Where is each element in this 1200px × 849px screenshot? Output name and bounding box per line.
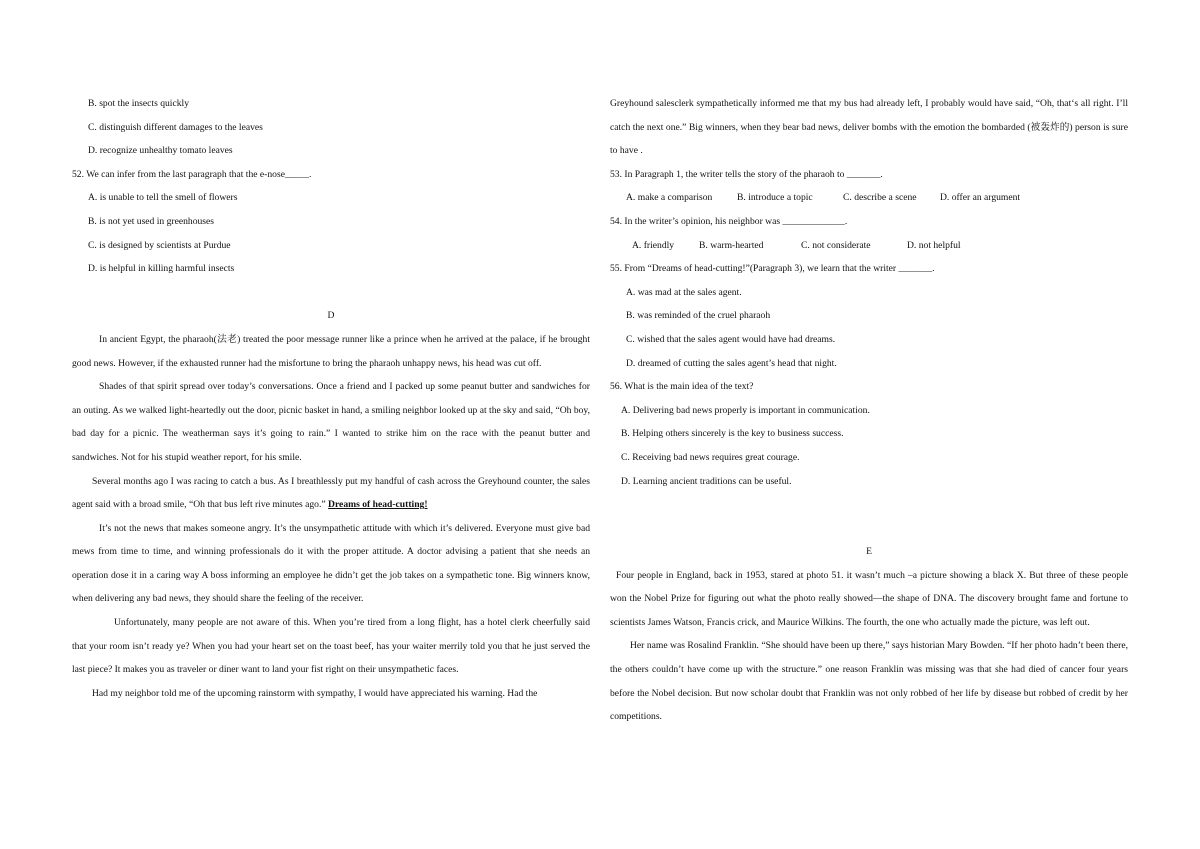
dreams-of-head-cutting-emphasis: Dreams of head-cutting! — [328, 499, 428, 511]
q55-stem: 55. From “Dreams of head-cutting!”(Paragraph 3), we learn that the writer _______. — [610, 263, 935, 275]
passage-d-paragraph-3 — [72, 470, 590, 517]
right-column — [610, 92, 1128, 729]
q52-option-a: A. is unable to tell the smell of flowers — [88, 192, 238, 204]
passage-e-paragraph-2: Her name was Rosalind Franklin. “She should have been up there,” says historian Mary Bowden. “If her photo hadn’t been there, the others couldn’t have come up with the structure.” one reason Franklin was missing was that she had died of cancer four years before the Nobel decision. But now scholar doubt that Franklin was not only robbed of her life by disease but robbed of credit by her competitions. — [610, 640, 1128, 723]
q56-option-a: A. Delivering bad news properly is important in communication. — [621, 404, 870, 416]
passage-d-paragraph-5: Unfortunately, many people are not aware of this. When you’re tired from a long flight, has a hotel clerk cheerfully said that your room isn’t ready ye? When you had your heart set on the toast beef, has your waiter merrily told you that he just served the last piece? It makes you as traveler or diner want to land your fist right on their unsympathetic faces. — [72, 617, 590, 676]
passage-d-paragraph-6-continued: Greyhound salesclerk sympathetically informed me that my bus had already left, I probably would have said, “Oh, that‘s all right. I’ll catch the next one.” Big winners, when they bear bad news, deliver bombs with the emotion the bombarded (被轰炸的) person is sure to have . — [610, 98, 1128, 157]
q51-option-d: D. recognize unhealthy tomato leaves — [88, 145, 233, 157]
q56-option-b: B. Helping others sincerely is the key to business success. — [621, 428, 844, 440]
q54-options — [610, 234, 1128, 258]
q52-option-d: D. is helpful in killing harmful insects — [88, 263, 235, 275]
q54-option-d: D. not helpful — [907, 239, 961, 251]
q53-option-b: B. introduce a topic — [737, 192, 813, 204]
passage-d-paragraph-4: It’s not the news that makes someone angry. It’s the unsympathetic attitude with which it’s delivered. Everyone must give bad mews from time to time, and winning professionals do it with the proper attitude. A doctor advising a patient that she needs an operation dose it in a caring way A boss informing an employee he didn’t get the job takes on a sympathetic tone. Big winners know, when delivering any bad news, they should share the feeling of the receiver. — [72, 522, 590, 605]
passage-e-paragraph-1: Four people in England, back in 1953, stared at photo 51. it wasn’t much –a picture showing a black X. But three of these people won the Nobel Prize for figuring out what the photo really showed—the shape of DNA. The discovery brought fame and fortune to scientists James Watson, Francis crick, and Maurice Wilkins. The fourth, the one who actually made the picture, was left out. — [610, 569, 1128, 628]
q51-option-c: C. distinguish different damages to the leaves — [88, 121, 263, 133]
section-e-title: E — [866, 546, 872, 558]
q55-option-b: B. was reminded of the cruel pharaoh — [626, 310, 771, 322]
q53-option-d: D. offer an argument — [940, 192, 1021, 204]
q54-option-c: C. not considerate — [801, 239, 871, 251]
q54-option-a: A. friendly — [632, 239, 675, 251]
q56-stem: 56. What is the main idea of the text? — [610, 381, 754, 393]
q55-option-a: A. was mad at the sales agent. — [626, 286, 742, 298]
q53-option-a: A. make a comparison — [626, 192, 713, 204]
q55-option-c: C. wished that the sales agent would have had dreams. — [626, 333, 836, 345]
q53-option-c: C. describe a scene — [843, 192, 917, 204]
paragraph-3-text: Several months ago I was racing to catch a bus. As I breathlessly put my handful of cash across the Greyhound counter, the sales agent said with a broad smile, “Oh that bus left rive minutes ago.” — [72, 475, 590, 511]
section-d-title: D — [327, 310, 335, 322]
q53-stem: 53. In Paragraph 1, the writer tells the story of the pharaoh to _______. — [610, 168, 883, 180]
q52-option-b: B. is not yet used in greenhouses — [88, 215, 215, 227]
q56-option-d: D. Learning ancient traditions can be useful. — [621, 475, 792, 487]
q55-option-d: D. dreamed of cutting the sales agent’s head that night. — [626, 357, 837, 369]
q51-option-b: B. spot the insects quickly — [88, 98, 189, 109]
q54-stem: 54. In the writer’s opinion, his neighbor was _____________. — [610, 215, 848, 227]
q56-option-c: C. Receiving bad news requires great courage. — [621, 451, 800, 463]
q54-option-b: B. warm-hearted — [699, 239, 764, 251]
passage-d-paragraph-6: Had my neighbor told me of the upcoming rainstorm with sympathy, I would have appreciated his warning. Had the — [92, 687, 538, 699]
passage-d-paragraph-2: Shades of that spirit spread over today’s conversations. Once a friend and I packed up some peanut butter and sandwiches for an outing. As we walked light-heartedly out the door, picnic basket in hand, a smiling neighbor looked up at the sky and said, “Oh boy, bad day for a picnic. The weatherman says it’s going to rain.” I wanted to strike him on the race with the peanut butter and sandwiches. Not for his stupid weather report, for his smile. — [72, 381, 590, 463]
q52-stem: 52. We can infer from the last paragraph that the e-nose_____. — [72, 168, 312, 180]
q53-options — [610, 186, 1128, 210]
left-column — [72, 92, 590, 705]
passage-d-paragraph-1: In ancient Egypt, the pharaoh(法老) treated the poor message runner like a prince when he arrived at the palace, if he brought good news. However, if the exhausted runner had the misfortune to bring the pharaoh unhappy news, his head was cut off. — [72, 333, 590, 369]
q52-option-c: C. is designed by scientists at Purdue — [88, 239, 231, 251]
